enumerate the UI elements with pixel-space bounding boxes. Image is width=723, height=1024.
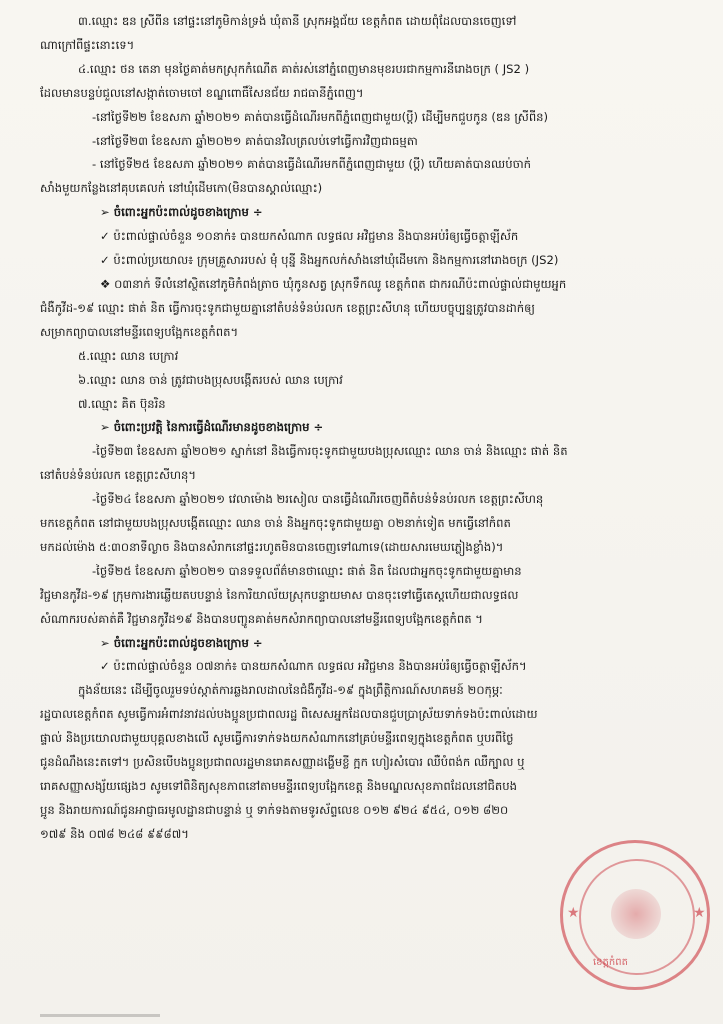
text-line: ៥.ឈ្មោះ ឈាន បេក្រាវ (78, 348, 179, 363)
seal-inner-ring (579, 859, 695, 975)
text-line: រោគសញ្ញាសង្ស័យផ្សេងៗ សូមទៅពិនិត្យសុខភាពនៅតាមមន្ទីរពេទ្យបង្អែកខេត្ត និងមណ្ឌលសុខភាពដែលនៅជិតបង (40, 779, 517, 793)
text-line: វិជ្ជមានកូវីដ-១៩ ក្រុមការងារឆ្លើយតបបន្ទាន់ នៃការិយាល័យស្រុកបន្ទាយមាស បានចុះទៅធ្វើតេស្តហើយជាលទ្ធផល (40, 587, 519, 602)
text-line: ៧.ឈ្មោះ គិត ប៊ុនរិន (78, 396, 166, 411)
page-footer-mark (40, 1014, 160, 1017)
text-line: ✓ ប៉ះពាល់ប្រយោល៖ ក្រុមគ្រួសាររបស់ មុំ បុន្នី និងអ្នកលក់សាំងនៅឃុំដើមកោ និងកម្មការនៅរោងចក្រ (JS2) (100, 253, 559, 268)
section-heading: ➢ ចំពោះអ្នកប៉ះពាល់ដូចខាងក្រោម ÷ (100, 205, 263, 220)
text-line: ៤.ឈ្មោះ ថន តេនា មុនថ្ងៃគាត់មកស្រុកកំណើត គាត់រស់នៅភ្នំពេញមានមុខរបរជាកម្មការនីរោងចក្រ ( JS2 ) (78, 61, 530, 76)
text-line: ❖ ០៣នាក់ ទីលំនៅស្ថិតនៅភូមិកំពង់ត្រាច ឃុំកូនសត្វ ស្រុកទឹកឈូ ខេត្តកំពត ជាករណីប៉ះពាល់ផ្ទាល់ជាមួយអ្នក (100, 276, 567, 291)
text-line: ផ្ទាល់ និងប្រយោលជាមួយបុគ្គលខាងលើ សូមធ្វើការទាក់ទងយកសំណាកនៅគ្រប់មន្ទីរពេទ្យក្នុងខេត្តកំពត ឬបរពីថ្ងៃ (40, 731, 514, 746)
section-heading: ➢ ចំពោះប្រវត្តិ នៃការធ្វើដំណើរមានដូចខាងក្រោម ÷ (100, 420, 324, 435)
text-line: មកដល់ម៉ោង ៥:៣០នាទីល្ងាច និងបានសំរាកនៅផ្ទះរហូតមិនបានចេញទៅណាទេ(ដោយសារមេឃភ្លៀងខ្លាំង)។ (40, 539, 504, 554)
text-line: ណាក្រៅពីផ្ទះនោះទេ។ (40, 37, 135, 52)
section-heading: ➢ ចំពោះអ្នកប៉ះពាល់ដូចខាងក្រោម ÷ (100, 635, 263, 650)
text-line: ៣.ឈ្មោះ ឌន ស្រីពីន នៅផ្ទះនៅភូមិកាន់ទ្រង់ ឃុំតានី ស្រុកអង្គជ័យ ខេត្តកំពត ដោយពុំដែលបានចេញទៅ (78, 14, 517, 28)
text-line: សម្រាកព្យាបាលនៅមន្ទីរពេទ្យបង្អែកខេត្តកំពត។ (40, 324, 239, 339)
text-line: ៦.ឈ្មោះ ឈាន ចាន់ ត្រូវជាបងប្រុសបង្កើតរបស់ ឈាន បេក្រាវ (78, 372, 343, 387)
text-line: -ថ្ងៃទី២៣ ខែឧសភា ឆ្នាំ២០២១ ស្នាក់នៅ និងធ្វើការចុះទូកជាមួយបងប្រុសឈ្មោះ ឈាន ចាន់ និងឈ្មោះ ផាត់ និត (92, 444, 568, 459)
text-line: ✓ ប៉ះពាល់ផ្ទាល់ចំនួន ០៧នាក់៖ បានយកសំណាក លទ្ធផល អវិជ្ជមាន និងបានអប់រំឲ្យធ្វើចត្តាឡីស័ក។ (100, 659, 527, 674)
text-line: ក្នុងន័យនេះ ដើម្បីចូលរួមទប់ស្កាត់ការឆ្លងរាលដាលនៃជំងឺកូវីដ-១៩ ក្នុងព្រឹត្តិការណ៍សហគមន៍ ២០កុម្ភៈ (78, 683, 503, 698)
seal-text: ខេត្តកំពត (593, 957, 628, 968)
text-line: សំណាករបស់គាត់គឺ វិជ្ជមានកូវីដ១៩ និងបានបញ្ជូនគាត់មកសំរាកព្យាបាលនៅមន្ទីរពេទ្យបង្អែកខេត្តកំពត ។ (40, 611, 483, 626)
seal-star-icon: ★ (567, 905, 580, 921)
text-line: ដែលមានបន្ទប់ជួលនៅសង្កាត់ចោមចៅ ខណ្ឌពោធិ៍សែនជ័យ រាជធានីភ្នំពេញ។ (40, 85, 364, 100)
text-line: ✓ ប៉ះពាល់ផ្ទាល់ចំនួន ១០នាក់៖ បានយកសំណាក លទ្ធផល អវិជ្ជមាន និងបានអប់រំឲ្យធ្វើចត្តាឡីស័ក (100, 229, 519, 244)
text-line: ជូនដំណឹងនេះតទៅ។ ប្រសិនបើបងប្អូនប្រជាពលរដ្ឋមានរោគសញ្ញាដង្ហើមខ្លី ក្អក ហៀរសំបោរ ឈឺបំពង់ក ឈឺក្បាល ឬ (40, 755, 525, 770)
text-line: ១៧៩ និង ០៧៨ ២៤៨ ៩៩៨៧។ (40, 826, 189, 841)
official-seal-stamp (560, 840, 710, 990)
text-line: ប្អូន និងរាយការណ៍ជូនអាជ្ញាធរមូលដ្ឋានជាបន្ទាន់ ឬ ទាក់ទងតាមទូរស័ព្ទលេខ ០១២ ៩២៤ ៩៥៤, ០១២ ៨២០ (40, 802, 509, 817)
seal-star-icon: ★ (693, 905, 706, 921)
text-line: - នៅថ្ងៃទី២៥ ខែឧសភា ឆ្នាំ២០២១ គាត់បានធ្វើដំណើរមកពីភ្នំពេញជាមួយ (ប្តី) ហើយគាត់បានឈប់ចាក់ (92, 157, 531, 172)
text-line: មកខេត្តកំពត នៅជាមួយបងប្រុសបង្កើតឈ្មោះ ឈាន ចាន់ និងអ្នកចុះទូកជាមួយគ្នា ០២នាក់ទៀត មកធ្វើនៅកំពត (40, 516, 511, 531)
text-line: នៅតំបន់ទំនប់រលក ខេត្តព្រះសីហនុ។ (40, 468, 197, 483)
text-line: សាំងមួយកន្លែងនៅគុបគេលក់ នៅឃុំដើមកោ(មិនបានស្គាល់ឈ្មោះ) (40, 181, 323, 196)
text-line: -នៅថ្ងៃទី២២ ខែឧសភា ឆ្នាំ២០២១ គាត់បានធ្វើដំណើរមកពីភ្នំពេញជាមួយ(ប្តី) ដើម្បីមកជួបកូន (ឌន ស្រីពីន) (92, 109, 549, 124)
text-line: -នៅថ្ងៃទី២៣ ខែឧសភា ឆ្នាំ២០២១ គាត់បានវិលត្រលប់ទៅធ្វើការវិញជាធម្មតា (92, 133, 418, 148)
text-line: ជំងឺកូវីដ-១៩ ឈ្មោះ ផាត់ និត ធ្វើការចុះទូកជាមួយគ្នានៅតំបន់ទំនប់រលក ខេត្តព្រះសីហនុ ហើយបច្ចុប្បន្នត្រូវបានដាក់ឲ្យ (40, 300, 535, 315)
text-line: -ថ្ងៃទី២៥ ខែឧសភា ឆ្នាំ២០២១ បានទទួលព័ត៌មានថាឈ្មោះ ផាត់ និត ដែលជាអ្នកចុះទូកជាមួយគ្នាមាន (92, 563, 522, 578)
text-line: រដ្ឋបាលខេត្តកំពត សូមធ្វើការអំពាវនាវដល់បងប្អូនប្រជាពលរដ្ឋ ពិសេសអ្នកដែលបានជួបប្រាស្រ័យទាក់ទងប៉ះពាល់ដោយ (40, 707, 538, 722)
text-line: -ថ្ងៃទី២៤ ខែឧសភា ឆ្នាំ២០២១ វេលាម៉ោង ២រសៀល បានធ្វើដំណើរចេញពីតំបន់ទំនប់រលក ខេត្តព្រះសីហនុ (92, 492, 544, 507)
seal-emblem (611, 889, 661, 939)
